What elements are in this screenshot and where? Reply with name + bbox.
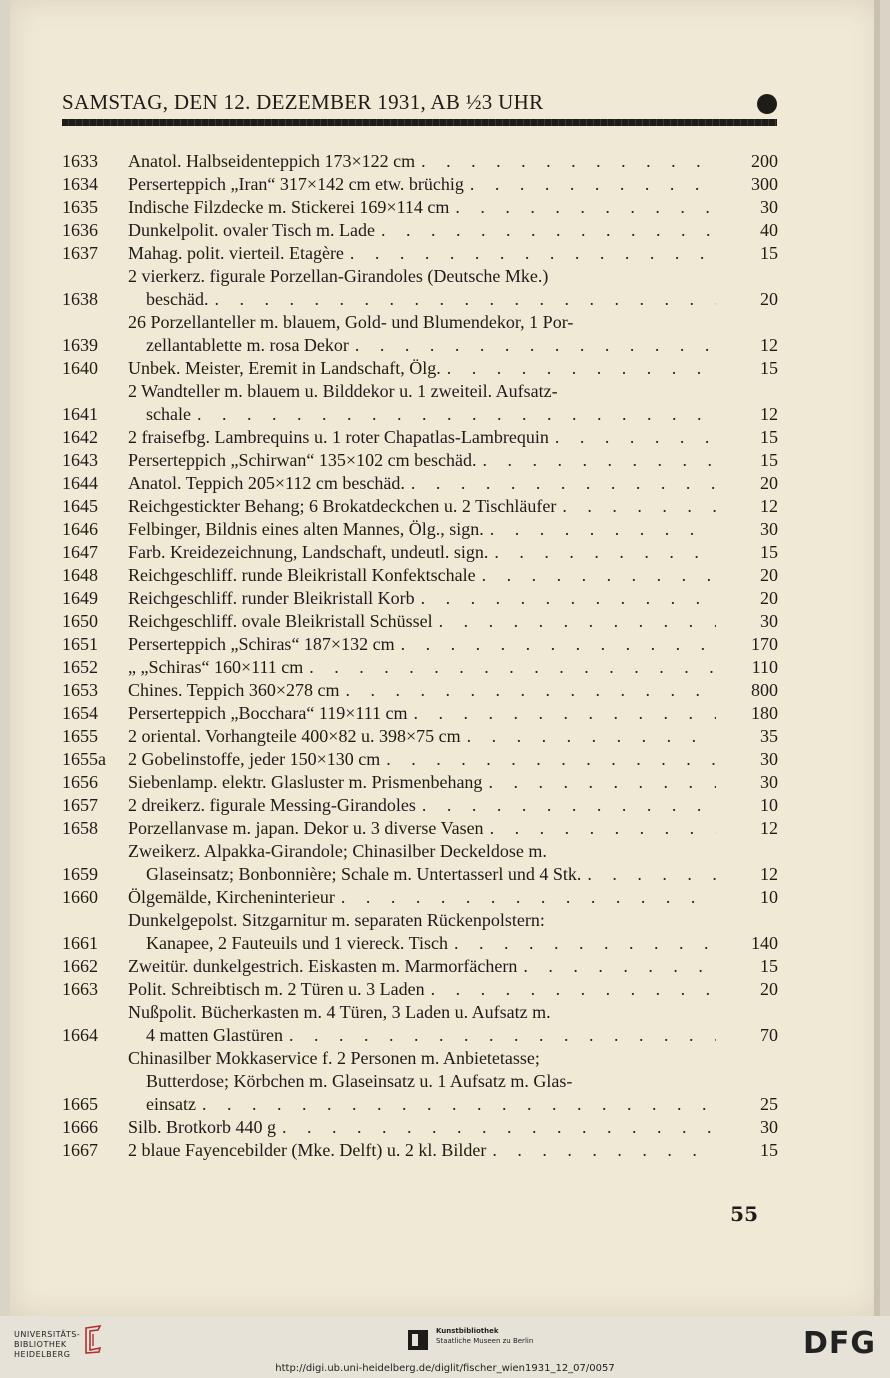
lot-description-text: Butterdose; Körbchen m. Glaseinsatz u. 1 Aufsatz m. Glas- <box>146 1071 573 1091</box>
lot-number: 1655a <box>62 749 106 769</box>
lot-number: 1648 <box>62 565 98 585</box>
lot-entry <box>62 357 778 380</box>
lot-description-text: Perserteppich „Schiras“ 187×132 cm <box>128 634 395 654</box>
ub-heidelberg-logo-icon <box>82 1324 104 1354</box>
lot-description <box>128 771 716 794</box>
lot-price: 20 <box>760 979 778 999</box>
lot-number: 1664 <box>62 1025 98 1045</box>
leader-dots <box>484 518 716 541</box>
lot-description-line <box>128 978 716 1001</box>
lot-entry <box>62 426 778 449</box>
lot-description <box>128 679 716 702</box>
lot-price: 200 <box>751 151 778 171</box>
lot-entry <box>62 449 778 472</box>
leader-dots <box>488 541 716 564</box>
lot-description <box>128 886 716 909</box>
lot-number: 1665 <box>62 1094 98 1114</box>
lot-description-line <box>128 725 716 748</box>
leader-dots <box>464 173 716 196</box>
lot-description-line <box>128 518 716 541</box>
lot-number: 1637 <box>62 243 98 263</box>
lot-description-text: Reichgeschliff. runder Bleikristall Korb <box>128 588 415 608</box>
lot-entry <box>62 955 778 978</box>
leader-dots <box>556 495 716 518</box>
lot-price: 30 <box>760 611 778 631</box>
lot-price: 25 <box>760 1094 778 1114</box>
lot-description-line <box>128 1001 716 1024</box>
leader-dots <box>581 863 716 886</box>
lot-entry <box>62 633 778 656</box>
leader-dots <box>449 196 716 219</box>
lot-price: 70 <box>760 1025 778 1045</box>
lot-description <box>128 173 716 196</box>
lot-description-text: Perserteppich „Bocchara“ 119×111 cm <box>128 703 408 723</box>
lot-number: 1635 <box>62 197 98 217</box>
lot-entry <box>62 311 778 357</box>
lot-entry <box>62 817 778 840</box>
university-logo-line: BIBLIOTHEK <box>14 1340 67 1349</box>
lot-description-line <box>128 449 716 472</box>
lot-number: 1666 <box>62 1117 98 1137</box>
leader-dots <box>486 1139 716 1162</box>
lot-entry <box>62 656 778 679</box>
filled-circle-icon <box>757 94 777 114</box>
lot-description-line <box>128 748 716 771</box>
lot-description-line <box>128 633 716 656</box>
lot-description <box>128 541 716 564</box>
lot-description <box>128 495 716 518</box>
lot-description <box>128 817 716 840</box>
lot-number: 1657 <box>62 795 98 815</box>
lot-description-text: Polit. Schreibtisch m. 2 Türen u. 3 Laden <box>128 979 425 999</box>
leader-dots <box>344 242 716 265</box>
leader-dots <box>276 1116 716 1139</box>
lot-description <box>128 1116 716 1139</box>
leader-dots <box>196 1093 716 1116</box>
lot-description-line <box>128 334 716 357</box>
lot-description-text: Perserteppich „Schirwan“ 135×102 cm beschäd. <box>128 450 477 470</box>
lot-entry <box>62 610 778 633</box>
lot-description-text: Zweitür. dunkelgestrich. Eiskasten m. Marmorfächern <box>128 956 518 976</box>
lot-entry <box>62 265 778 311</box>
leader-dots <box>517 955 716 978</box>
lot-number: 1656 <box>62 772 98 792</box>
lot-description-line <box>128 886 716 909</box>
lot-description <box>128 564 716 587</box>
lot-description-text: Reichgeschliff. ovale Bleikristall Schüssel <box>128 611 433 631</box>
lot-price: 170 <box>751 634 778 654</box>
lot-description <box>128 1047 716 1116</box>
lot-description-text: Dunkelpolit. ovaler Tisch m. Lade <box>128 220 375 240</box>
page-number: 55 <box>730 1202 758 1226</box>
lot-entry <box>62 219 778 242</box>
page-header <box>62 90 777 126</box>
lot-description-text: Reichgestickter Behang; 6 Brokatdeckchen u. 2 Tischläufer <box>128 496 557 516</box>
lot-price: 30 <box>760 772 778 792</box>
lot-entry <box>62 748 778 771</box>
lot-number: 1643 <box>62 450 98 470</box>
lot-description-text: 2 oriental. Vorhangteile 400×82 u. 398×75 cm <box>128 726 461 746</box>
lot-description <box>128 610 716 633</box>
lot-price: 10 <box>760 795 778 815</box>
university-logo[interactable] <box>14 1330 80 1360</box>
lot-entry <box>62 840 778 886</box>
lot-description-text: 2 Gobelinstoffe, jeder 150×130 cm <box>128 749 381 769</box>
lot-description-line <box>128 1116 716 1139</box>
lot-price: 10 <box>760 887 778 907</box>
lot-description <box>128 633 716 656</box>
lot-description <box>128 449 716 472</box>
footer-bar <box>0 1316 890 1378</box>
lot-description-text: Nußpolit. Bücherkasten m. 4 Türen, 3 Laden u. Aufsatz m. <box>128 1002 551 1022</box>
page-edge-shadow <box>874 0 880 1316</box>
lot-entry <box>62 1116 778 1139</box>
lot-description-text: Chinasilber Mokkaservice f. 2 Personen m. Anbietetasse; <box>128 1048 540 1068</box>
lot-price: 300 <box>751 174 778 194</box>
lot-description-text: Farb. Kreidezeichnung, Landschaft, undeutl. sign. <box>128 542 489 562</box>
lot-description <box>128 1001 716 1047</box>
lot-description <box>128 725 716 748</box>
lot-entry <box>62 725 778 748</box>
lot-price: 800 <box>751 680 778 700</box>
lot-number: 1663 <box>62 979 98 999</box>
catalog-page <box>10 0 880 1316</box>
lot-description <box>128 311 716 357</box>
lot-description-text: schale <box>146 404 191 424</box>
lot-description-text: Perserteppich „Iran“ 317×142 cm etw. brüchig <box>128 174 464 194</box>
lot-description-text: 2 vierkerz. figurale Porzellan-Girandoles (Deutsche Mke.) <box>128 266 549 286</box>
lot-description-text: „ „Schiras“ 160×111 cm <box>128 657 304 677</box>
header-title: SAMSTAG, DEN 12. DEZEMBER 1931, AB ½3 UHR <box>62 90 544 114</box>
leader-dots <box>191 403 716 426</box>
lot-list <box>62 150 778 1162</box>
lot-description <box>128 587 716 610</box>
lot-description-text: einsatz <box>146 1094 196 1114</box>
lot-description-line <box>128 564 716 587</box>
lot-description-text: Reichgeschliff. runde Bleikristall Konfektschale <box>128 565 476 585</box>
lot-description <box>128 1139 716 1162</box>
lot-number: 1651 <box>62 634 98 654</box>
lot-number: 1645 <box>62 496 98 516</box>
lot-description <box>128 840 716 886</box>
lot-price: 12 <box>760 496 778 516</box>
lot-description <box>128 748 716 771</box>
lot-description <box>128 150 716 173</box>
leader-dots <box>461 725 716 748</box>
lot-description-line <box>128 357 716 380</box>
lot-description <box>128 472 716 495</box>
lot-description-text: 26 Porzellanteller m. blauem, Gold- und Blumendekor, 1 Por- <box>128 312 574 332</box>
lot-number: 1662 <box>62 956 98 976</box>
lot-description-text: Mahag. polit. vierteil. Etagère <box>128 243 344 263</box>
lot-entry <box>62 679 778 702</box>
leader-dots <box>208 288 716 311</box>
lot-description-text: Ölgemälde, Kircheninterieur <box>128 887 335 907</box>
lot-price: 12 <box>760 335 778 355</box>
lot-description <box>128 656 716 679</box>
lot-description-text: Porzellanvase m. japan. Dekor u. 3 diverse Vasen <box>128 818 484 838</box>
lot-description-text: Kanapee, 2 Fauteuils und 1 viereck. Tisch <box>146 933 448 953</box>
leader-dots <box>340 679 716 702</box>
lot-description-line <box>128 1139 716 1162</box>
lot-description <box>128 978 716 1001</box>
lot-description-line <box>128 1070 716 1093</box>
university-logo-line: HEIDELBERG <box>14 1350 71 1359</box>
lot-description-text: 2 dreikerz. figurale Messing-Girandoles <box>128 795 416 815</box>
leader-dots <box>433 610 716 633</box>
lot-description-line <box>128 472 716 495</box>
lot-description-line <box>128 242 716 265</box>
leader-dots <box>405 472 716 495</box>
lot-description-text: 2 blaue Fayencebilder (Mke. Delft) u. 2 kl. Bilder <box>128 1140 487 1160</box>
lot-price: 35 <box>760 726 778 746</box>
lot-price: 140 <box>751 933 778 953</box>
lot-description-line <box>128 173 716 196</box>
lot-description-line <box>128 679 716 702</box>
lot-number: 1644 <box>62 473 98 493</box>
lot-number: 1652 <box>62 657 98 677</box>
lot-description-text: Dunkelgepolst. Sitzgarnitur m. separaten Rückenpolstern: <box>128 910 545 930</box>
leader-dots <box>303 656 716 679</box>
lot-entry <box>62 1047 778 1116</box>
lot-number: 1642 <box>62 427 98 447</box>
lot-price: 20 <box>760 588 778 608</box>
leader-dots <box>335 886 716 909</box>
lot-price: 20 <box>760 473 778 493</box>
lot-description-text: Felbinger, Bildnis eines alten Mannes, Ölg., sign. <box>128 519 484 539</box>
lot-price: 30 <box>760 197 778 217</box>
lot-description-line <box>128 380 716 403</box>
leader-dots <box>380 748 716 771</box>
lot-description-line <box>128 610 716 633</box>
lot-number: 1658 <box>62 818 98 838</box>
lot-description-line <box>128 587 716 610</box>
lot-description-line <box>128 150 716 173</box>
lot-description <box>128 909 716 955</box>
leader-dots <box>375 219 716 242</box>
lot-entry <box>62 909 778 955</box>
lot-price: 12 <box>760 818 778 838</box>
lot-description <box>128 380 716 426</box>
lot-number: 1660 <box>62 887 98 907</box>
lot-price: 15 <box>760 427 778 447</box>
lot-description-text: Siebenlamp. elektr. Glasluster m. Prismenbehang <box>128 772 483 792</box>
lot-number: 1647 <box>62 542 98 562</box>
lot-description-line <box>128 196 716 219</box>
lot-price: 30 <box>760 1117 778 1137</box>
lot-description-text: Unbek. Meister, Eremit in Landschaft, Ölg. <box>128 358 441 378</box>
lot-number: 1638 <box>62 289 98 309</box>
lot-description-line <box>128 403 716 426</box>
leader-dots <box>425 978 716 1001</box>
lot-description-line <box>128 863 716 886</box>
lot-price: 30 <box>760 519 778 539</box>
leader-dots <box>476 564 716 587</box>
dfg-logo[interactable]: DFG <box>802 1326 876 1361</box>
lot-description-text: 4 matten Glastüren <box>146 1025 283 1045</box>
lot-price: 20 <box>760 289 778 309</box>
leader-dots <box>441 357 716 380</box>
lot-description-line <box>128 702 716 725</box>
lot-description <box>128 265 716 311</box>
lot-description-line <box>128 656 716 679</box>
lot-description-text: zellantablette m. rosa Dekor <box>146 335 349 355</box>
lot-description-line <box>128 219 716 242</box>
lot-entry <box>62 472 778 495</box>
leader-dots <box>482 771 716 794</box>
lot-entry <box>62 380 778 426</box>
lot-entry <box>62 794 778 817</box>
lot-description <box>128 702 716 725</box>
lot-description-text: Zweikerz. Alpakka-Girandole; Chinasilber Deckeldose m. <box>128 841 547 861</box>
leader-dots <box>549 426 716 449</box>
lot-number: 1659 <box>62 864 98 884</box>
leader-dots <box>283 1024 716 1047</box>
lot-entry <box>62 541 778 564</box>
lot-description <box>128 955 716 978</box>
lot-description-line <box>128 771 716 794</box>
leader-dots <box>349 334 716 357</box>
lot-number: 1661 <box>62 933 98 953</box>
lot-description-text: Glaseinsatz; Bonbonnière; Schale m. Untertasserl und 4 Stk. <box>146 864 582 884</box>
lot-entry <box>62 1001 778 1047</box>
lot-number: 1654 <box>62 703 98 723</box>
lot-description-line <box>128 817 716 840</box>
lot-description-line <box>128 1047 716 1070</box>
lot-entry <box>62 978 778 1001</box>
kb-subtitle: Staatliche Museen zu Berlin <box>436 1337 534 1345</box>
lot-description-text: beschäd. <box>146 289 209 309</box>
lot-description <box>128 219 716 242</box>
lot-description <box>128 242 716 265</box>
lot-description-line <box>128 794 716 817</box>
lot-entry <box>62 587 778 610</box>
lot-number: 1634 <box>62 174 98 194</box>
lot-description-line <box>128 909 716 932</box>
lot-price: 15 <box>760 956 778 976</box>
kb-title: Kunstbibliothek <box>436 1327 499 1335</box>
lot-price: 180 <box>751 703 778 723</box>
lot-entry <box>62 242 778 265</box>
lot-number: 1649 <box>62 588 98 608</box>
lot-price: 12 <box>760 404 778 424</box>
lot-description-text: Anatol. Halbseidenteppich 173×122 cm <box>128 151 416 171</box>
lot-number: 1633 <box>62 151 98 171</box>
lot-number: 1640 <box>62 358 98 378</box>
lot-number: 1641 <box>62 404 98 424</box>
lot-description-text: 2 fraisefbg. Lambrequins u. 1 roter Chapatlas-Lambrequin <box>128 427 549 447</box>
lot-price: 40 <box>760 220 778 240</box>
university-logo-line: UNIVERSITÄTS- <box>14 1330 81 1339</box>
lot-price: 12 <box>760 864 778 884</box>
lot-number: 1667 <box>62 1140 98 1160</box>
lot-number: 1636 <box>62 220 98 240</box>
lot-price: 15 <box>760 243 778 263</box>
lot-entry <box>62 518 778 541</box>
lot-entry <box>62 1139 778 1162</box>
lot-entry <box>62 771 778 794</box>
lot-description-line <box>128 495 716 518</box>
lot-entry <box>62 564 778 587</box>
leader-dots <box>415 150 716 173</box>
lot-description-text: Anatol. Teppich 205×112 cm beschäd. <box>128 473 405 493</box>
lot-number: 1639 <box>62 335 98 355</box>
lot-description-line <box>128 955 716 978</box>
permalink-url[interactable]: http://digi.ub.uni-heidelberg.de/diglit/fischer_wien1931_12_07/0057 <box>275 1363 615 1374</box>
leader-dots <box>408 702 716 725</box>
lot-description-text: Silb. Brotkorb 440 g <box>128 1117 277 1137</box>
lot-number: 1655 <box>62 726 98 746</box>
lot-description-text: Chines. Teppich 360×278 cm <box>128 680 340 700</box>
lot-description <box>128 196 716 219</box>
lot-entry <box>62 150 778 173</box>
lot-description-line <box>128 1024 716 1047</box>
lot-price: 30 <box>760 749 778 769</box>
lot-price: 110 <box>751 657 778 677</box>
lot-price: 15 <box>760 542 778 562</box>
lot-description-line <box>128 288 716 311</box>
lot-description <box>128 357 716 380</box>
lot-description-line <box>128 311 716 334</box>
lot-description-line <box>128 426 716 449</box>
lot-description-line <box>128 541 716 564</box>
lot-description <box>128 518 716 541</box>
lot-description-text: Indische Filzdecke m. Stickerei 169×114 cm <box>128 197 450 217</box>
lot-description-line <box>128 265 716 288</box>
lot-entry <box>62 886 778 909</box>
lot-entry <box>62 173 778 196</box>
leader-dots <box>484 817 716 840</box>
lot-description-text: 2 Wandteller m. blauem u. Bilddekor u. 1 zweiteil. Aufsatz- <box>128 381 558 401</box>
lot-price: 15 <box>760 1140 778 1160</box>
lot-number: 1646 <box>62 519 98 539</box>
lot-number: 1650 <box>62 611 98 631</box>
lot-entry <box>62 702 778 725</box>
lot-price: 20 <box>760 565 778 585</box>
lot-description <box>128 426 716 449</box>
lot-description-line <box>128 932 716 955</box>
leader-dots <box>416 794 716 817</box>
lot-description-line <box>128 1093 716 1116</box>
kunstbibliothek-logo-icon <box>408 1330 428 1350</box>
leader-dots <box>448 932 716 955</box>
lot-entry <box>62 495 778 518</box>
leader-dots <box>477 449 716 472</box>
lot-number: 1653 <box>62 680 98 700</box>
lot-price: 15 <box>760 450 778 470</box>
lot-description <box>128 794 716 817</box>
leader-dots <box>415 587 716 610</box>
leader-dots <box>395 633 716 656</box>
lot-price: 15 <box>760 358 778 378</box>
header-rule <box>62 119 777 126</box>
lot-entry <box>62 196 778 219</box>
lot-description-line <box>128 840 716 863</box>
